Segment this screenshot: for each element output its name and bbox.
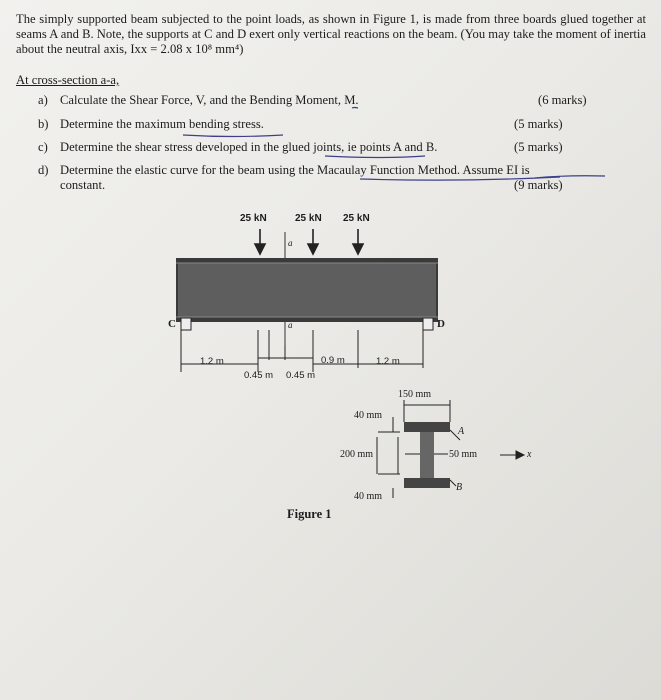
dim-0-9m: 0.9 m	[321, 355, 345, 366]
web-height-label: 200 mm	[340, 449, 374, 460]
top-thickness-label: 40 mm	[354, 410, 383, 421]
section-label-top: a	[288, 238, 293, 248]
section-heading: At cross-section a-a,	[16, 73, 120, 87]
web-width-label: 50 mm	[449, 449, 478, 460]
question-text: Determine the elastic curve for the beam using the Macaulay Function Method. Assume EI is	[60, 163, 530, 177]
section-label-bottom: a	[288, 320, 293, 330]
flange-width-label: 150 mm	[398, 389, 432, 400]
support-c-label: C	[168, 318, 176, 330]
point-loads	[255, 229, 363, 254]
point-a-label: A	[458, 426, 465, 437]
x-axis-label: x	[527, 449, 532, 460]
marks-a: (6 marks)	[538, 93, 587, 107]
load-arrowhead	[308, 244, 318, 254]
load-label-1: 25 kN	[240, 213, 267, 224]
beam-web	[178, 263, 436, 317]
x-axis-arrowhead	[516, 451, 524, 459]
marks-d: (9 marks)	[514, 178, 563, 192]
support-d-label: D	[437, 318, 445, 330]
question-text: Calculate the Shear Force, V, and the Bending Moment, M.	[60, 93, 359, 107]
question-text: Determine the maximum bending stress.	[60, 117, 264, 131]
load-arrowhead	[255, 244, 265, 254]
pen-underlines	[183, 108, 605, 181]
dim-1-2m-left: 1.2 m	[200, 356, 224, 367]
dim-0-45m-left: 0.45 m	[244, 370, 274, 381]
web	[420, 432, 434, 478]
bottom-thickness-label: 40 mm	[354, 491, 383, 502]
support-c-block	[181, 318, 191, 330]
question-label: b)	[38, 117, 49, 131]
point-b-label: B	[456, 482, 463, 493]
dim-0-45m-right: 0.45 m	[286, 370, 316, 381]
question-text: Determine the shear stress developed in the glued joints, ie points A and B.	[60, 140, 438, 154]
question-label: a)	[38, 93, 48, 107]
marks-b: (5 marks)	[514, 117, 563, 131]
bottom-flange	[404, 478, 450, 488]
cross-section	[404, 422, 450, 488]
problem-statement: The simply supported beam subjected to the point loads, as shown in Figure 1, is made from three boards glued together at seams A and B. Note, the supports at C and D exert only vertical reactions on the beam. (You may take the moment of inertia about the neutral axis, Ixx = 2.08 x 10⁸ mm⁴)	[16, 12, 647, 56]
question-d-continued: constant.	[60, 178, 106, 192]
load-arrowhead	[353, 244, 363, 254]
load-label-3: 25 kN	[343, 213, 370, 224]
marks-c: (5 marks)	[514, 140, 563, 154]
dim-1-2m-right: 1.2 m	[376, 356, 400, 367]
support-d-block	[423, 318, 433, 330]
question-label: d)	[38, 163, 49, 177]
top-flange	[404, 422, 450, 432]
question-label: c)	[38, 140, 48, 154]
load-label-2: 25 kN	[295, 213, 322, 224]
figure-caption: Figure 1	[287, 507, 332, 521]
